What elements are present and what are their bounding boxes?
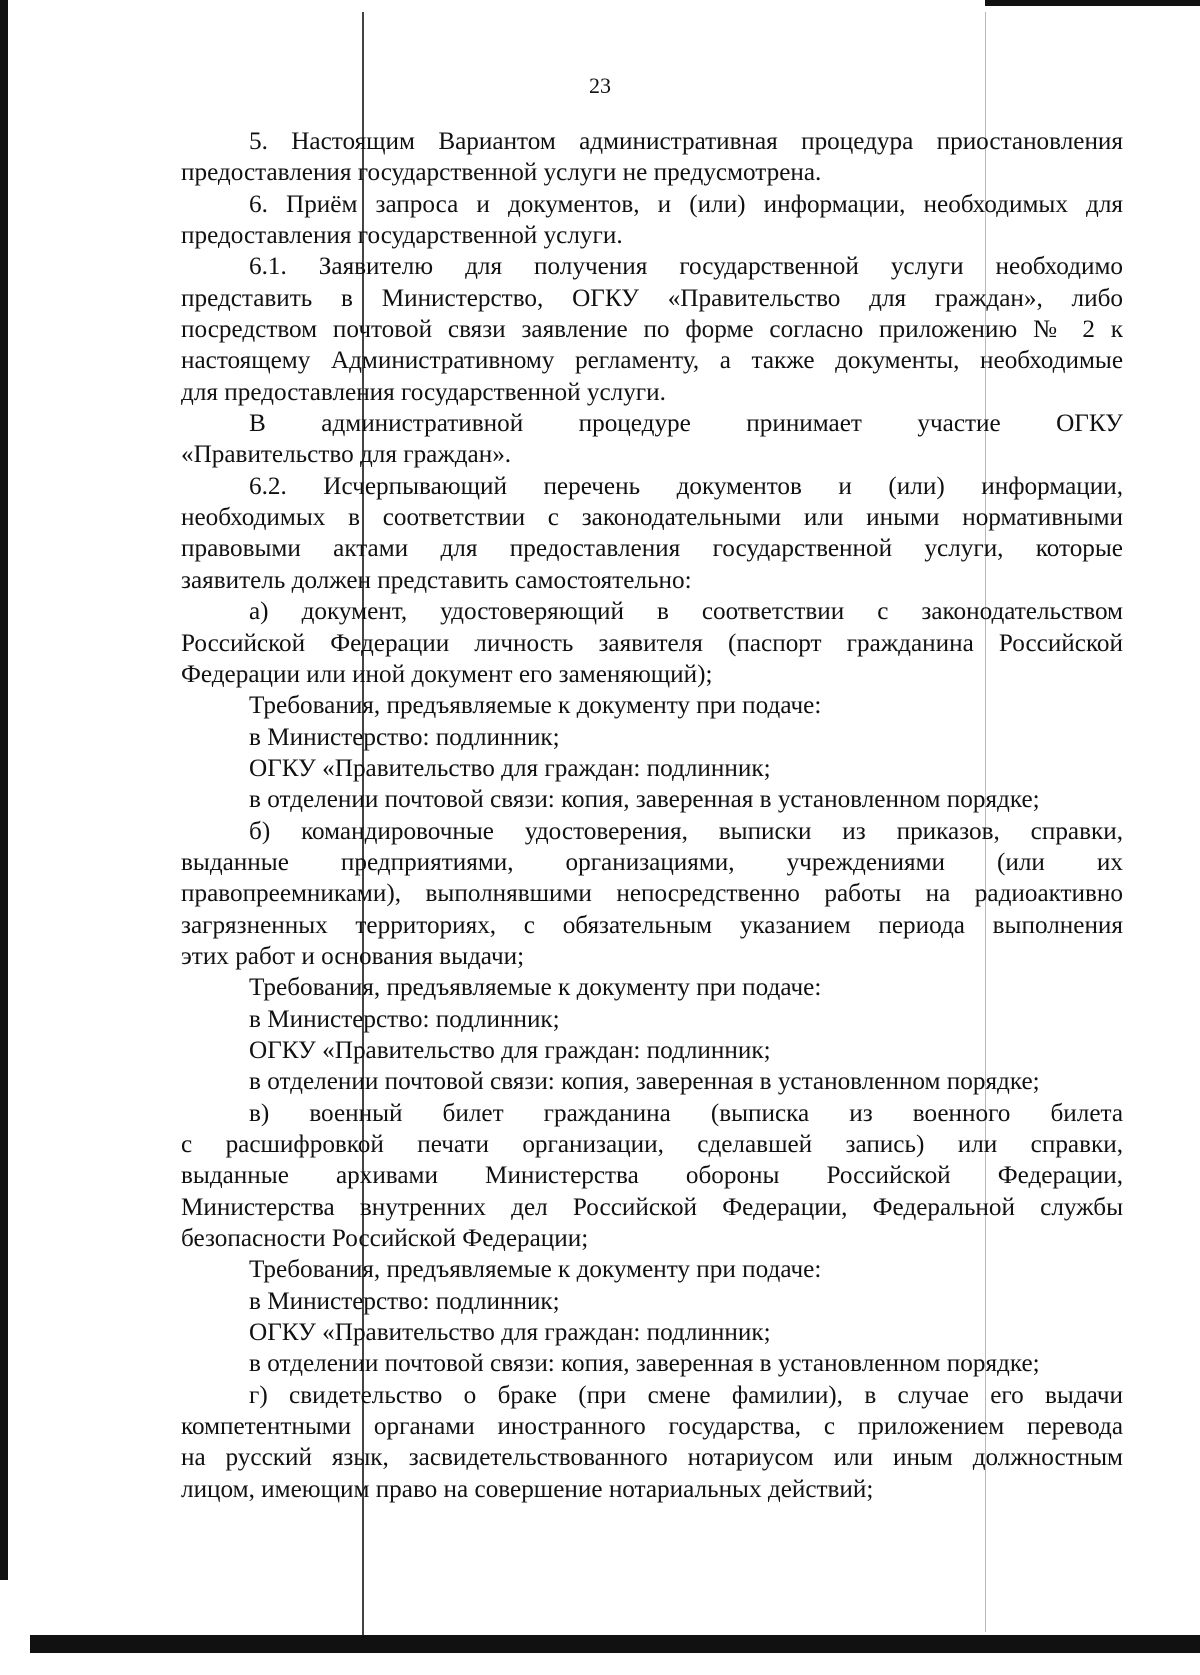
- text-line: посредством почтовой связи заявление по форме согласно приложению № 2 к: [181, 316, 1123, 344]
- text-line: Министерства внутренних дел Российской Федерации, Федеральной службы: [181, 1193, 1123, 1221]
- scan-bottom-bar: [30, 1635, 1200, 1653]
- text-line: правопреемниками), выполнявшими непосредственно работы на радиоактивно: [181, 880, 1123, 908]
- text-line: настоящему Административному регламенту, а также документы, необходимые: [181, 347, 1123, 375]
- text-line: для предоставления государственной услуги.: [181, 378, 666, 406]
- page-number: 23: [589, 73, 611, 98]
- text-line: в Министерство: подлинник;: [249, 723, 560, 751]
- text-line: «Правительство для граждан».: [181, 441, 512, 469]
- text-line: в Министерство: подлинник;: [249, 1005, 560, 1033]
- text-line: выданные предприятиями, организациями, учреждениями (или их: [181, 848, 1123, 876]
- text-line: представить в Министерство, ОГКУ «Правительство для граждан», либо: [181, 284, 1123, 312]
- text-line: 6. Приём запроса и документов, и (или) информации, необходимых для: [249, 190, 1123, 218]
- text-line: Российской Федерации личность заявителя (паспорт гражданина Российской: [181, 629, 1123, 657]
- text-line: с расшифровкой печати организации, сделавшей запись) или справки,: [181, 1131, 1123, 1158]
- text-line: ОГКУ «Правительство для граждан: подлинник;: [249, 1319, 771, 1347]
- text-line: Требования, предъявляемые к документу при подаче:: [249, 974, 822, 1002]
- document-body: [181, 126, 1123, 1505]
- text-line: в отделении почтовой связи: копия, заверенная в установленном порядке;: [249, 1350, 1040, 1378]
- text-line: б) командировочные удостоверения, выписки из приказов, справки,: [249, 817, 1123, 845]
- text-line: 6.1. Заявителю для получения государственной услуги необходимо: [249, 253, 1123, 281]
- text-line: выданные архивами Министерства обороны Российской Федерации,: [181, 1162, 1123, 1190]
- text-line: Федерации или иной документ его заменяющий);: [181, 660, 713, 688]
- text-line: Требования, предъявляемые к документу при подаче:: [249, 1256, 822, 1284]
- text-line: необходимых в соответствии с законодательными или иными нормативными: [181, 504, 1123, 532]
- text-line: предоставления государственной услуги не предусмотрена.: [181, 159, 822, 187]
- text-line: ОГКУ «Правительство для граждан: подлинник;: [249, 754, 771, 782]
- text-line: этих работ и основания выдачи;: [181, 942, 525, 970]
- text-line: 6.2. Исчерпывающий перечень документов и (или) информации,: [249, 472, 1123, 500]
- text-line: в отделении почтовой связи: копия, заверенная в установленном порядке;: [249, 786, 1040, 814]
- text-line: в отделении почтовой связи: копия, заверенная в установленном порядке;: [249, 1068, 1040, 1096]
- text-line: лицом, имеющим право на совершение нотариальных действий;: [181, 1475, 874, 1503]
- text-line: правовыми актами для предоставления государственной услуги, которые: [181, 535, 1123, 563]
- text-line: в Министерство: подлинник;: [249, 1287, 560, 1315]
- text-line: заявитель должен представить самостоятельно:: [181, 566, 692, 594]
- text-line: ОГКУ «Правительство для граждан: подлинник;: [249, 1036, 771, 1064]
- text-line: безопасности Российской Федерации;: [181, 1225, 589, 1253]
- text-line: на русский язык, засвидетельствованного нотариусом или иным должностным: [181, 1444, 1123, 1472]
- text-line: в) военный билет гражданина (выписка из военного билета: [249, 1099, 1123, 1127]
- text-line: компетентными органами иностранного государства, с приложением перевода: [181, 1413, 1123, 1441]
- text-line: г) свидетельство о браке (при смене фамилии), в случае его выдачи: [249, 1381, 1123, 1409]
- text-line: предоставления государственной услуги.: [181, 222, 623, 250]
- text-line: а) документ, удостоверяющий в соответствии с законодательством: [249, 598, 1123, 626]
- text-line: Требования, предъявляемые к документу при подаче:: [249, 692, 822, 720]
- scan-edge-top: [985, 0, 1200, 6]
- text-line: 5. Настоящим Вариантом административная процедура приостановления: [249, 128, 1123, 155]
- scan-edge-left: [0, 0, 8, 1580]
- text-line: загрязненных территориях, с обязательным указанием периода выполнения: [181, 911, 1123, 939]
- text-line: В административной процедуре принимает участие ОГКУ: [249, 410, 1123, 438]
